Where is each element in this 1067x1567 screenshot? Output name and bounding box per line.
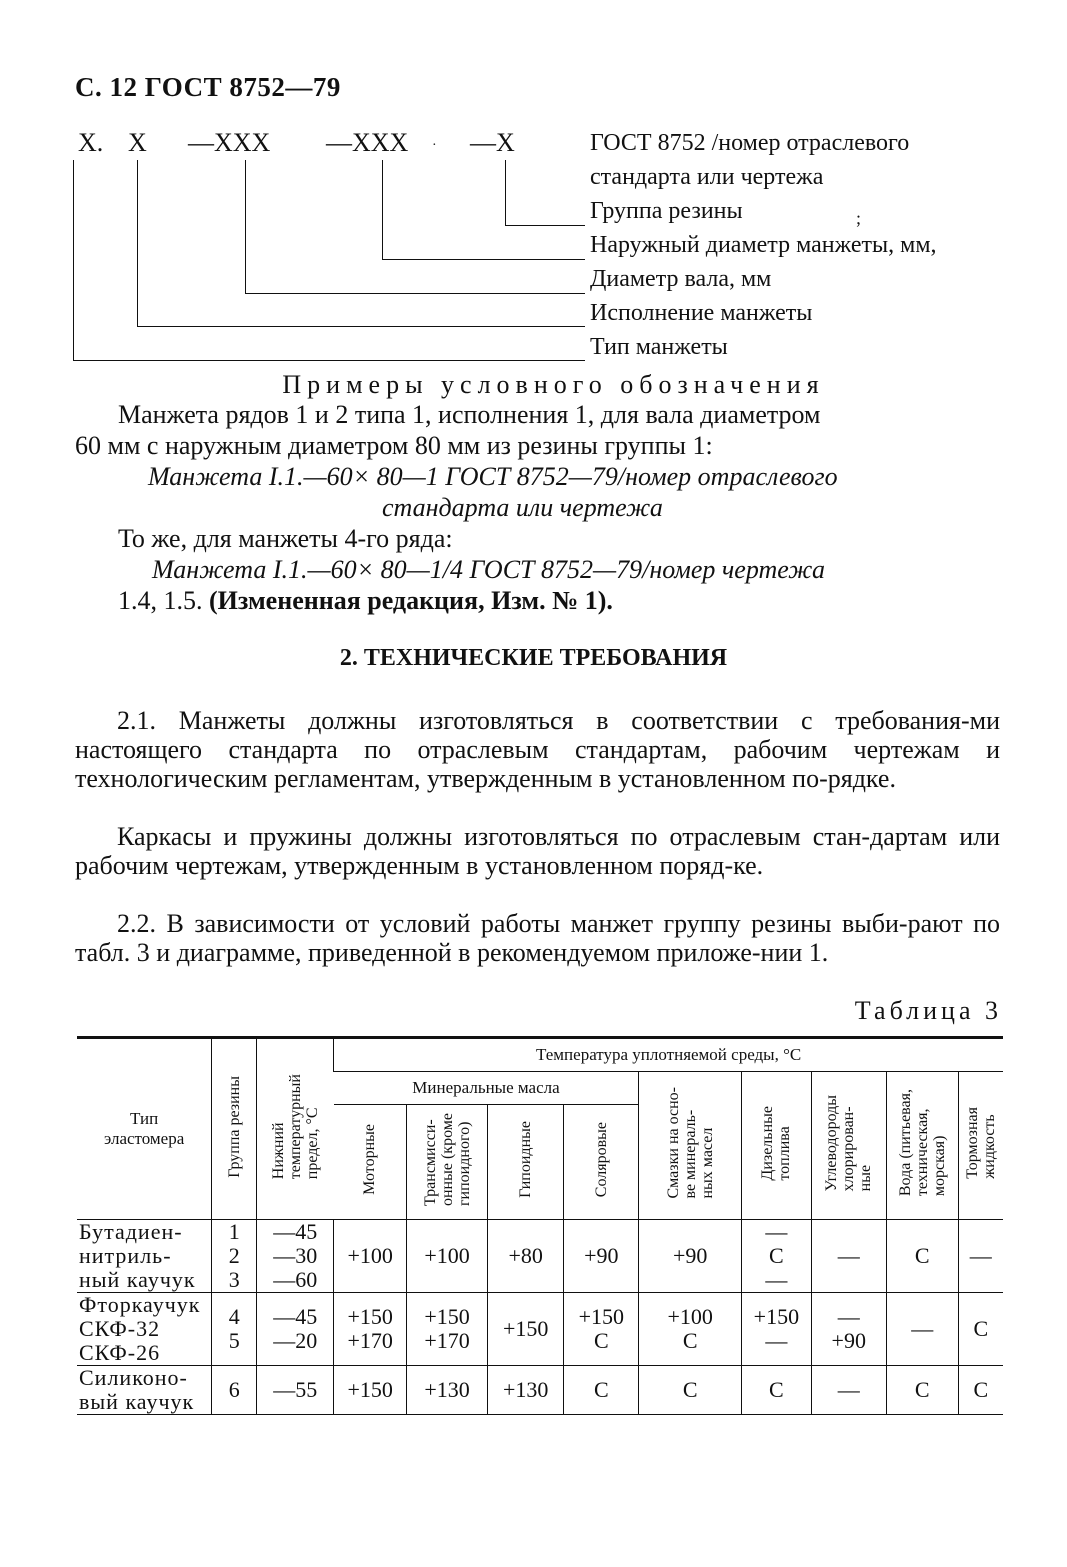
table-row <box>77 1220 1003 1293</box>
example1-line2: 60 мм с наружным диаметром 80 мм из резины группы 1: <box>75 431 713 460</box>
cell-transmission: +100 <box>407 1220 488 1293</box>
desc-execution: Исполнение манжеты <box>590 300 813 326</box>
header-medium-temperature: Температура уплотняемой среды, °С <box>334 1038 1003 1072</box>
section-title: 2. ТЕХНИЧЕСКИЕ ТРЕБОВАНИЯ <box>339 645 728 671</box>
cell-diesel: С <box>742 1366 811 1415</box>
header-elastomer-type: Тип эластомера <box>77 1038 212 1220</box>
page-header: С. 12 ГОСТ 8752—79 <box>75 72 341 102</box>
change-edition: (Измененная редакция, Изм. № 1). <box>209 586 613 615</box>
cell-water: С <box>886 1366 958 1415</box>
cell-lower: —45 —30 —60 <box>257 1220 334 1293</box>
desc-rubber-group: Группа резины <box>590 198 743 224</box>
cell-brake: — <box>958 1220 1003 1293</box>
header-transmission: Трансмисси- онные (кроме гипоидного) <box>407 1105 488 1220</box>
cell-greases: +90 <box>639 1220 742 1293</box>
cell-groups: 4 5 <box>212 1293 257 1366</box>
header-solar: Соляровые <box>564 1105 639 1220</box>
code-dot: · <box>432 138 437 153</box>
header-mineral-oils: Минеральные масла <box>334 1072 639 1105</box>
paragraph-2-2: 2.2. В зависимости от условий работы манжет группу резины выби-рают по табл. 3 и диаграмме, приведенной в рекомендуемом приложе-нии 1. <box>75 909 1000 967</box>
desc-gost-line2: стандарта или чертежа <box>590 164 824 190</box>
leader-exec-h <box>137 326 585 327</box>
leader-shaft-v <box>245 160 246 294</box>
cell-hypoid: +130 <box>487 1366 564 1415</box>
table-row <box>77 1293 1003 1366</box>
code-shaft-diameter: —ХХХ <box>188 128 271 157</box>
code-rubber-group: —Х <box>470 128 515 157</box>
cell-groups: 6 <box>212 1366 257 1415</box>
cell-motor: +150 <box>334 1366 407 1415</box>
cell-name: Бутадиен- нитриль- ный каучук <box>79 1219 196 1292</box>
header-rubber-group: Группа резины <box>212 1038 257 1220</box>
header-water: Вода (питьевая, техническая, морская) <box>886 1072 958 1220</box>
cell-brake: С <box>958 1293 1003 1366</box>
table-caption: Таблица 3 <box>854 996 1002 1025</box>
paragraph-2-1-frames: Каркасы и пружины должны изготовляться по отраслевым стан-дартам или рабочим чертежам, утвержденным в установленном поряд-ке. <box>75 822 1000 880</box>
cell-name: Силиконо- вый каучук <box>79 1365 195 1414</box>
cell-brake: С <box>958 1366 1003 1415</box>
header-chlorinated: Углеводороды хлорирован- ные <box>811 1072 886 1220</box>
example2-designation: Манжета I.1.—60× 80—1/4 ГОСТ 8752—79/номер чертежа <box>152 555 826 584</box>
change-ref: 1.4, 1.5. <box>118 586 203 615</box>
table-3 <box>77 1036 1003 1415</box>
header-motor: Моторные <box>334 1105 407 1220</box>
cell-diesel: — С — <box>742 1220 811 1293</box>
header-greases: Смазки на осно- ве минераль- ных масел <box>639 1072 742 1220</box>
cell-motor: +100 <box>334 1220 407 1293</box>
cell-chlor: — <box>811 1366 886 1415</box>
header-hypoid: Гипоидные <box>487 1105 564 1220</box>
stray-mark: ; <box>856 208 862 228</box>
header-diesel: Дизельные топлива <box>742 1072 811 1220</box>
example1-line1: Манжета рядов 1 и 2 типа 1, исполнения 1, для вала диаметром <box>118 400 821 429</box>
cell-hypoid: +80 <box>487 1220 564 1293</box>
cell-water: — <box>886 1293 958 1366</box>
cell-chlor: — <box>811 1220 886 1293</box>
code-type: Х. <box>78 128 104 157</box>
desc-outer-diameter: Наружный диаметр манжеты, мм, <box>590 232 937 258</box>
leader-outer-v <box>382 160 383 260</box>
cell-transmission: +150 +170 <box>407 1293 488 1366</box>
cell-water: С <box>886 1220 958 1293</box>
cell-solar: +90 <box>564 1220 639 1293</box>
cell-chlor: — +90 <box>811 1293 886 1366</box>
cell-groups: 1 2 3 <box>212 1220 257 1293</box>
leader-type-h <box>73 360 585 361</box>
example2-text: То же, для манжеты 4-го ряда: <box>118 524 453 553</box>
desc-shaft-diameter: Диаметр вала, мм <box>590 266 772 292</box>
desc-type: Тип манжеты <box>590 334 728 360</box>
examples-title: Примеры условного обозначения <box>282 370 825 399</box>
cell-motor: +150 +170 <box>334 1293 407 1366</box>
code-outer-diameter: —ХХХ <box>326 128 409 157</box>
leader-rubber-h <box>505 225 585 226</box>
leader-exec-v <box>137 160 138 327</box>
example1-designation-line1: Манжета I.1.—60× 80—1 ГОСТ 8752—79/номер отраслевого <box>148 462 838 491</box>
cell-greases: +100 С <box>639 1293 742 1366</box>
header-lower-limit: Нижний температурный предел, °С <box>257 1038 334 1220</box>
desc-gost-line1: ГОСТ 8752 /номер отраслевого <box>590 130 910 156</box>
cell-greases: С <box>639 1366 742 1415</box>
example1-designation-line2: стандарта или чертежа <box>382 493 663 522</box>
cell-solar: С <box>564 1366 639 1415</box>
table-row <box>77 1366 1003 1415</box>
leader-rubber-v <box>505 160 506 226</box>
cell-name: Фторкаучук СКФ-32 СКФ-26 <box>79 1292 201 1365</box>
header-brake-fluid: Тормозная жидкость <box>958 1072 1003 1220</box>
leader-outer-h <box>382 259 585 260</box>
cell-diesel: +150 — <box>742 1293 811 1366</box>
paragraph-2-1: 2.1. Манжеты должны изготовляться в соответствии с требования-ми настоящего стандарта по отраслевым стандартам, рабочим чертежам и технологическим регламентам, утвержденным в установленном по-рядке. <box>75 706 1000 793</box>
cell-transmission: +130 <box>407 1366 488 1415</box>
cell-hypoid: +150 <box>487 1293 564 1366</box>
change-note <box>118 586 613 616</box>
cell-lower: —45 —20 <box>257 1293 334 1366</box>
cell-lower: —55 <box>257 1366 334 1415</box>
leader-shaft-h <box>245 293 585 294</box>
leader-type-v <box>73 160 74 361</box>
cell-solar: +150 С <box>564 1293 639 1366</box>
code-execution: Х <box>128 128 147 157</box>
